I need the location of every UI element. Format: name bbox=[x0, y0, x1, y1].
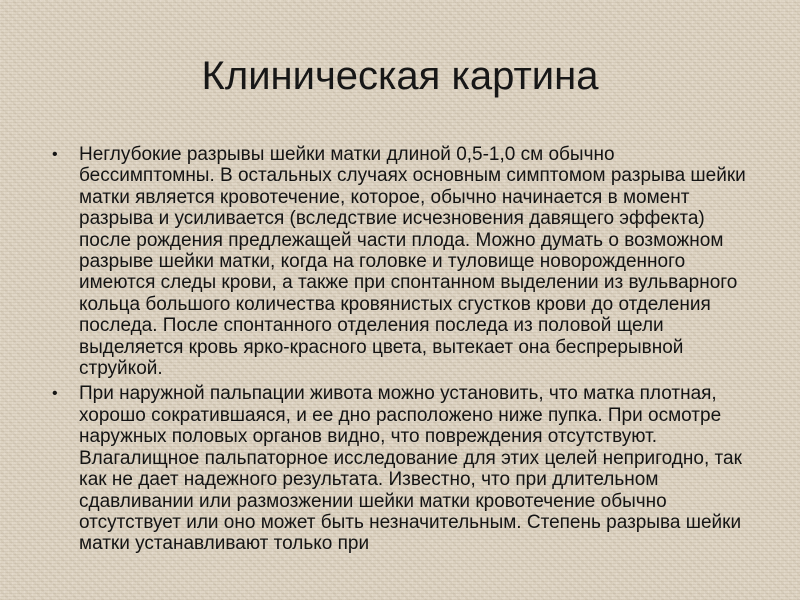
slide-title: Клиническая картина bbox=[201, 54, 599, 98]
bullet-text: При наружной пальпации живота можно установить, что матка плотная, хорошо сократившаяся, и ее дно расположено ниже пупка. При осмотре наружных половых органов видно, что повреждения отсутствуют. Влагалищное пальпаторное исследование для этих целей непригодно, так как не дает надежного результата. Известно, что при длительном сдавливании или размозжении шейки матки кровотечение обычно отсутствует или оно может быть незначительным. Степень разрыва шейки матки устанавливают только при bbox=[79, 383, 742, 555]
bullet-icon: • bbox=[52, 146, 58, 163]
bullet-text: Неглубокие разрывы шейки матки длиной 0,5-1,0 см обычно бессимптомны. В остальных случаях основным симптомом разрыва шейки матки является кровотечение, которое, обычно начинается в момент разрыва и усиливается (вследствие исчезновения давящего эффекта) после рождения предлежащей части плода. Можно думать о возможном разрыве шейки матки, когда на головке и туловище новорожденного имеются следы крови, а также при спонтанном выделении из вульварного кольца большого количества кровянистых сгустков крови до отделения последа. После спонтанного отделения последа из половой щели выделяется кровь ярко-красного цвета, вытекает она беспрерывной струйкой. bbox=[79, 144, 746, 380]
bullet-item bbox=[52, 383, 752, 554]
bullet-icon: • bbox=[52, 385, 58, 403]
bullet-item bbox=[52, 144, 752, 379]
bullet-list bbox=[52, 144, 752, 559]
